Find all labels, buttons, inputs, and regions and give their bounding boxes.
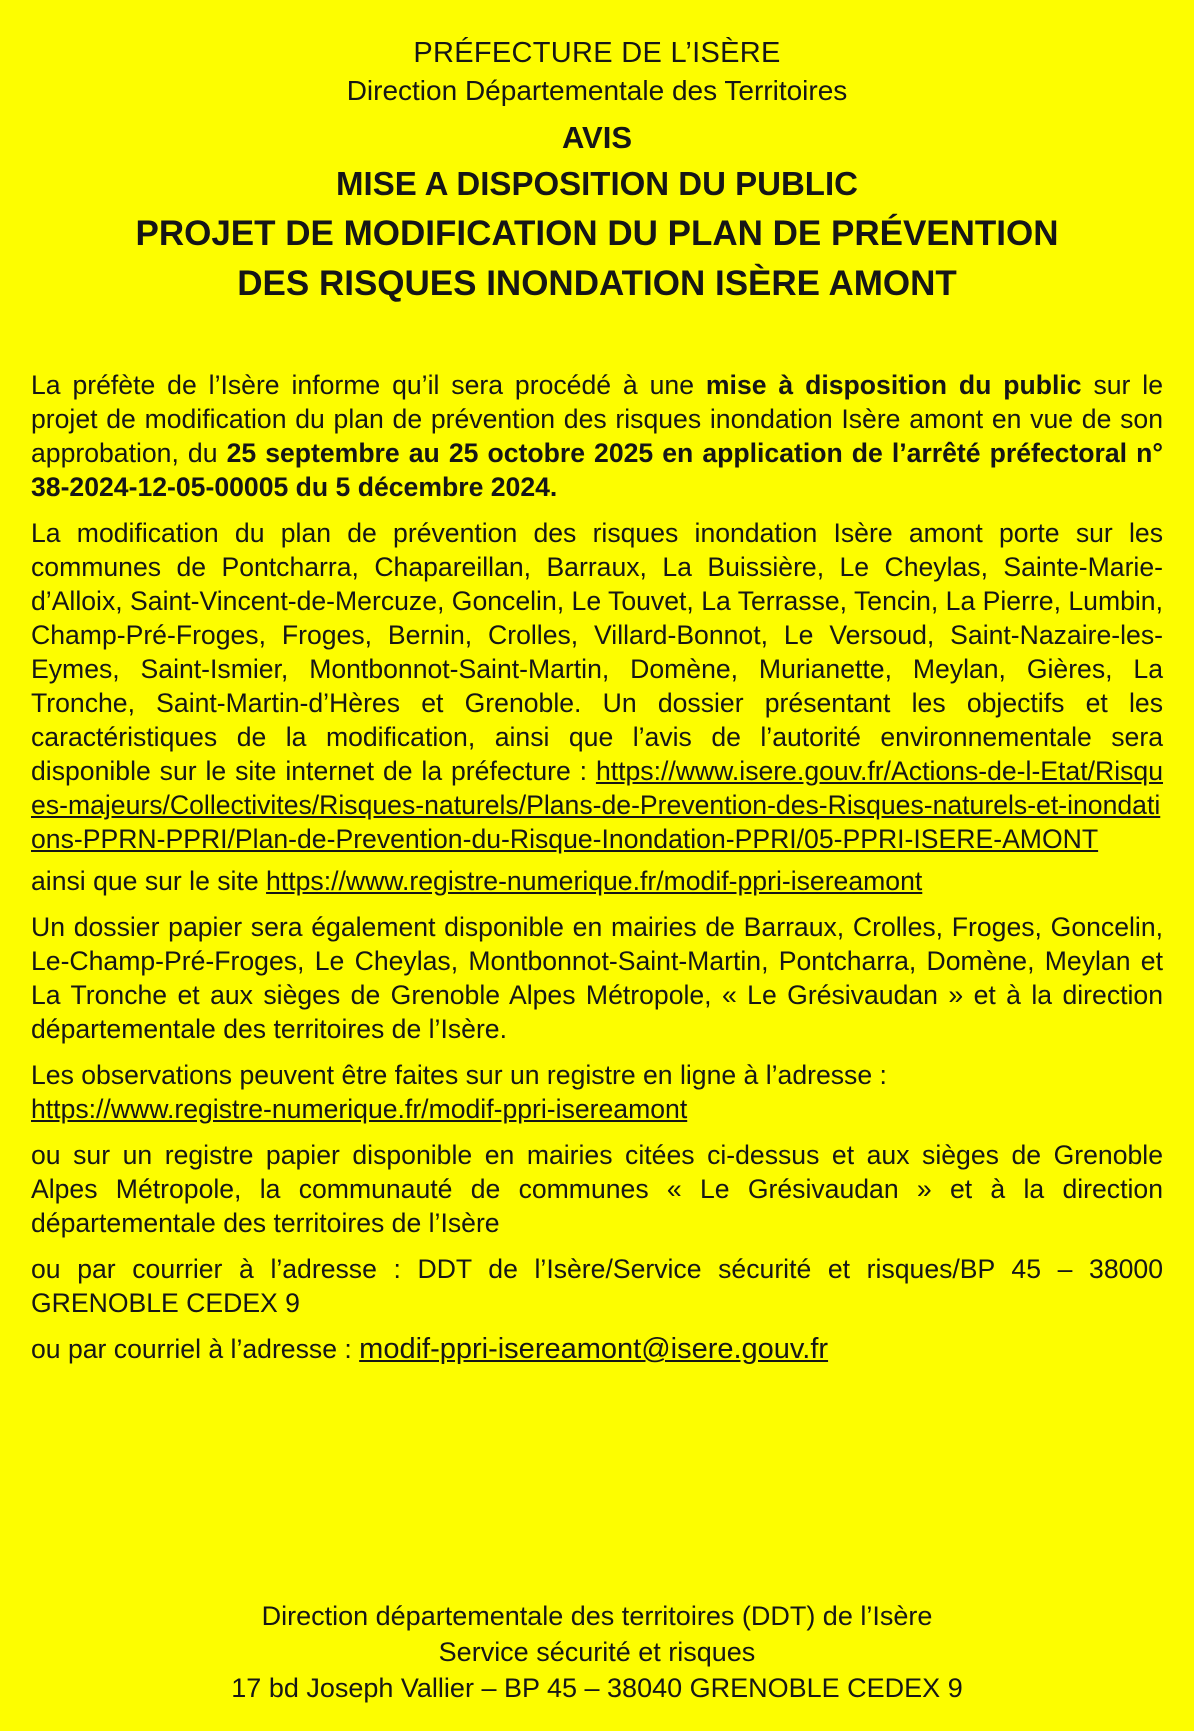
intro-bold-disposition: mise à disposition du public: [705, 370, 1082, 400]
notice-header: [31, 34, 1163, 308]
prefecture-website-link[interactable]: https://www.isere.gouv.fr/Actions-de-l-Etat/Risques-majeurs/Collectivites/Risques-naturels/Plans-de-Prevention-des-Risques-naturels-et-inondations-PPRN-PPRI/Plan-de-Prevention-du-Risque-Inondation-PPRI/05-PPRI-ISERE-AMONT: [31, 756, 1163, 854]
project-title-line2: DES RISQUES INONDATION ISÈRE AMONT: [237, 264, 957, 303]
project-title-line1: PROJET DE MODIFICATION DU PLAN DE PRÉVENTION: [135, 214, 1059, 253]
paper-dossier-text: Un dossier papier sera également disponible en mairies de Barraux, Crolles, Froges, Goncelin, Le-Champ-Pré-Froges, Le Cheylas, Montbonnot-Saint-Martin, Pontcharra, Domène, Meylan et La Tronche et aux sièges de Grenoble Alpes Métropole, « Le Grésivaudan » et à la direction départementale des territoires de l’Isère.: [31, 912, 1163, 1044]
paragraph-communes: [31, 516, 1163, 856]
prefecture-name: PRÉFECTURE DE L’ISÈRE: [413, 37, 781, 69]
online-registre-link[interactable]: https://www.registre-numerique.fr/modif-ppri-isereamont: [31, 1094, 688, 1124]
registre-site-text: ainsi que sur le site: [31, 866, 267, 896]
paragraph-mail: [31, 1252, 1163, 1320]
notice-subject: MISE A DISPOSITION DU PUBLIC: [336, 165, 858, 202]
paragraph-intro: [31, 368, 1163, 504]
mail-address-text: ou par courrier à l’adresse : DDT de l’Isère/Service sécurité et risques/BP 45 – 38000 GRENOBLE CEDEX 9: [31, 1254, 1163, 1318]
footer-ddt: Direction départementale des territoires (DDT) de l’Isère: [261, 1601, 933, 1631]
footer-address: 17 bd Joseph Vallier – BP 45 – 38040 GRENOBLE CEDEX 9: [231, 1673, 963, 1703]
communes-text: La modification du plan de prévention des risques inondation Isère amont porte sur les communes de Pontcharra, Chapareillan, Barraux, La Buissière, Le Cheylas, Sainte-Marie-d’Alloix, Saint-Vincent-de-Mercuze, Goncelin, Le Touvet, La Terrasse, Tencin, La Pierre, Lumbin, Champ-Pré-Froges, Froges, Bernin, Crolles, Villard-Bonnot, Le Versoud, Saint-Nazaire-les-Eymes, Saint-Ismier, Montbonnot-Saint-Martin, Domène, Murianette, Meylan, Gières, La Tronche, Saint-Martin-d’Hères et Grenoble. Un dossier présentant les objectifs et les caractéristiques de la modification, ainsi que l’avis de l’autorité environnementale sera disponible sur le site internet de la préfecture :: [31, 518, 1163, 786]
registre-website-link[interactable]: https://www.registre-numerique.fr/modif-ppri-isereamont: [266, 866, 923, 896]
intro-bold-dates: 25 septembre au 25 octobre 2025 en application de l’arrêté préfectoral n° 38-2024-12-05-00005 du 5 décembre 2024.: [31, 438, 1163, 502]
intro-text-a: La préfète de l’Isère informe qu’il sera procédé à une: [31, 370, 706, 400]
notice-type: AVIS: [561, 120, 633, 155]
notice-footer: [0, 1598, 1194, 1706]
footer-service: Service sécurité et risques: [438, 1637, 756, 1667]
direction-name: Direction Départementale des Territoires: [346, 75, 848, 106]
paper-registre-text: ou sur un registre papier disponible en mairies citées ci-dessus et aux sièges de Grenoble Alpes Métropole, la communauté de communes « Le Grésivaudan » et à la direction départementale des territoires de l’Isère: [31, 1140, 1163, 1238]
paragraph-paper-registre: [31, 1138, 1163, 1240]
paragraph-paper-dossier: [31, 910, 1163, 1046]
email-intro-text: ou par courriel à l’adresse :: [31, 1334, 360, 1364]
intro-text-c: sur le projet de modification du plan de prévention des risques inondation Isère amont en vue de son approbation, du: [31, 370, 1163, 468]
paragraph-registre-site: [31, 864, 1163, 898]
email-address-link[interactable]: modif-ppri-isereamont@isere.gouv.fr: [359, 1333, 829, 1365]
observations-text: Les observations peuvent être faites sur un registre en ligne à l’adresse :: [31, 1060, 887, 1090]
paragraph-email: [31, 1332, 1163, 1366]
notice-body: [31, 368, 1163, 1366]
paragraph-observations: [31, 1058, 1163, 1126]
